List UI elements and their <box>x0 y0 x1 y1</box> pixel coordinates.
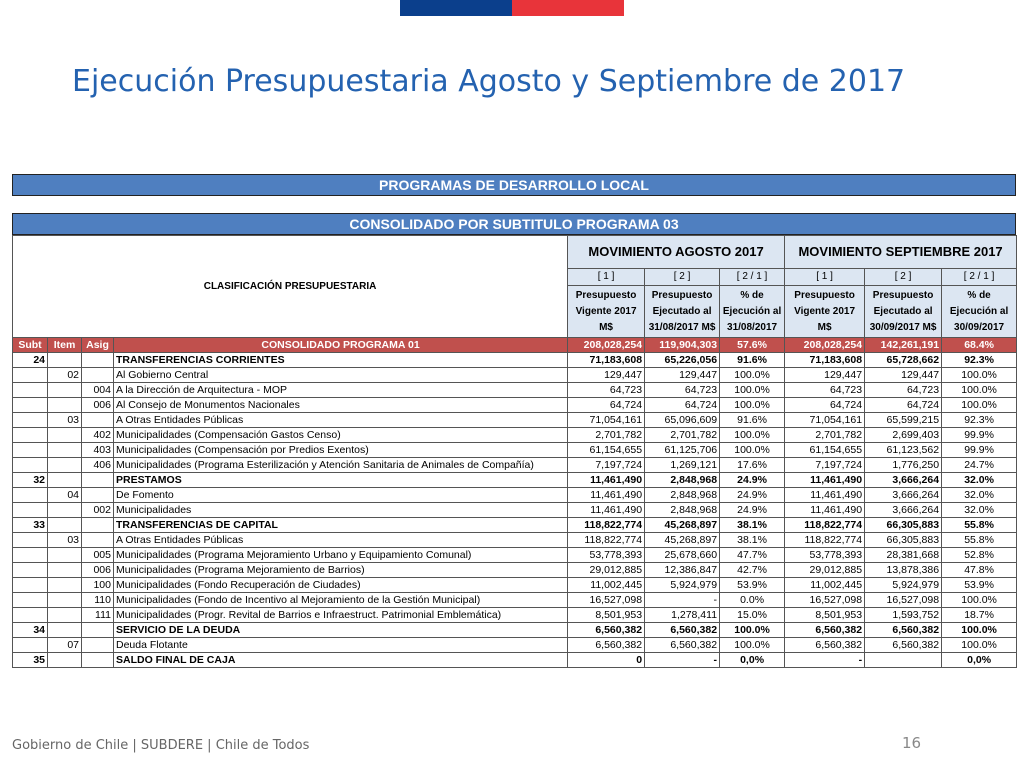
name-cell: Municipalidades (Progr. Revital de Barrios e Infraestruct. Patrimonial Emblemática) <box>114 608 568 623</box>
value-cell: 1,776,250 <box>865 458 942 473</box>
table-row <box>13 593 1017 608</box>
value-cell: 118,822,774 <box>785 533 865 548</box>
value-cell: 6,560,382 <box>568 623 645 638</box>
item-cell <box>48 428 82 443</box>
table-row <box>13 638 1017 653</box>
table-row <box>13 473 1017 488</box>
value-cell: 64,724 <box>568 398 645 413</box>
value-cell: 38.1% <box>720 518 785 533</box>
value-cell: 16,527,098 <box>568 593 645 608</box>
value-cell: 61,154,655 <box>568 443 645 458</box>
item-cell <box>48 353 82 368</box>
asig-cell <box>82 623 114 638</box>
summary-value: 119,904,303 <box>645 338 720 353</box>
summary-value: 57.6% <box>720 338 785 353</box>
slide-title: Ejecución Presupuestaria Agosto y Septiembre de 2017 <box>72 64 906 99</box>
value-cell: 11,461,490 <box>568 488 645 503</box>
flag-stripe-red <box>512 0 624 16</box>
value-cell: 100.0% <box>942 623 1017 638</box>
column-index: [ 2 ] <box>645 269 720 286</box>
value-cell: 100.0% <box>720 398 785 413</box>
value-cell: 0,0% <box>942 653 1017 668</box>
value-cell: 53.9% <box>720 578 785 593</box>
subt-cell <box>13 578 48 593</box>
asig-cell <box>82 413 114 428</box>
value-cell: 64,723 <box>865 383 942 398</box>
name-cell: A la Dirección de Arquitectura - MOP <box>114 383 568 398</box>
name-cell: Municipalidades (Programa Mejoramiento Urbano y Equipamiento Comunal) <box>114 548 568 563</box>
column-header: Presupuesto Vigente 2017 M$ <box>785 286 865 338</box>
value-cell: 47.8% <box>942 563 1017 578</box>
value-cell: 11,461,490 <box>568 503 645 518</box>
summary-value: 142,261,191 <box>865 338 942 353</box>
value-cell: 99.9% <box>942 443 1017 458</box>
value-cell: 53,778,393 <box>785 548 865 563</box>
name-cell: PRESTAMOS <box>114 473 568 488</box>
item-cell: 04 <box>48 488 82 503</box>
value-cell: 100.0% <box>720 638 785 653</box>
value-cell: 2,848,968 <box>645 503 720 518</box>
budget-table <box>12 235 1017 668</box>
subt-cell <box>13 443 48 458</box>
value-cell: 64,723 <box>645 383 720 398</box>
subt-cell: 24 <box>13 353 48 368</box>
value-cell: 53,778,393 <box>568 548 645 563</box>
asig-cell: 006 <box>82 563 114 578</box>
subt-cell <box>13 428 48 443</box>
name-cell: Municipalidades (Compensación Gastos Censo) <box>114 428 568 443</box>
asig-cell: 100 <box>82 578 114 593</box>
value-cell: 32.0% <box>942 488 1017 503</box>
value-cell: 65,096,609 <box>645 413 720 428</box>
item-cell <box>48 623 82 638</box>
value-cell: 5,924,979 <box>645 578 720 593</box>
subt-cell <box>13 458 48 473</box>
value-cell: 38.1% <box>720 533 785 548</box>
value-cell: 6,560,382 <box>645 638 720 653</box>
table-row <box>13 608 1017 623</box>
name-cell: TRANSFERENCIAS CORRIENTES <box>114 353 568 368</box>
value-cell: 71,054,161 <box>568 413 645 428</box>
asig-cell: 006 <box>82 398 114 413</box>
value-cell: 91.6% <box>720 413 785 428</box>
name-cell: TRANSFERENCIAS DE CAPITAL <box>114 518 568 533</box>
value-cell: 6,560,382 <box>785 623 865 638</box>
value-cell: 64,723 <box>785 383 865 398</box>
value-cell: 47.7% <box>720 548 785 563</box>
value-cell: 1,593,752 <box>865 608 942 623</box>
item-cell <box>48 383 82 398</box>
column-header: % de Ejecución al 31/08/2017 <box>720 286 785 338</box>
value-cell: 3,666,264 <box>865 503 942 518</box>
value-cell: 28,381,668 <box>865 548 942 563</box>
subt-cell <box>13 593 48 608</box>
table-row <box>13 383 1017 398</box>
value-cell: 100.0% <box>720 383 785 398</box>
name-cell: Municipalidades (Fondo de Incentivo al Mejoramiento de la Gestión Municipal) <box>114 593 568 608</box>
value-cell: 100.0% <box>942 368 1017 383</box>
subt-cell: 34 <box>13 623 48 638</box>
program-section-bar: PROGRAMAS DE DESARROLLO LOCAL <box>12 174 1016 196</box>
item-cell <box>48 653 82 668</box>
table-row <box>13 533 1017 548</box>
value-cell: 13,878,386 <box>865 563 942 578</box>
value-cell: 6,560,382 <box>568 638 645 653</box>
subt-cell <box>13 533 48 548</box>
asig-cell <box>82 473 114 488</box>
value-cell: 61,154,655 <box>785 443 865 458</box>
value-cell: 1,278,411 <box>645 608 720 623</box>
value-cell: 16,527,098 <box>865 593 942 608</box>
value-cell: 32.0% <box>942 473 1017 488</box>
asig-cell <box>82 638 114 653</box>
column-index: [ 1 ] <box>785 269 865 286</box>
footer-text: Gobierno de Chile | SUBDERE | Chile de Todos <box>12 738 310 753</box>
value-cell: 55.8% <box>942 518 1017 533</box>
summary-value: 208,028,254 <box>568 338 645 353</box>
column-header: Presupuesto Ejecutado al 30/09/2017 M$ <box>865 286 942 338</box>
subt-cell <box>13 503 48 518</box>
value-cell: 2,701,782 <box>645 428 720 443</box>
value-cell: 64,724 <box>645 398 720 413</box>
item-cell: 03 <box>48 533 82 548</box>
table-row <box>13 458 1017 473</box>
item-cell <box>48 563 82 578</box>
value-cell: 3,666,264 <box>865 473 942 488</box>
value-cell: 17.6% <box>720 458 785 473</box>
value-cell: 15.0% <box>720 608 785 623</box>
value-cell: 24.9% <box>720 473 785 488</box>
name-cell: Deuda Flotante <box>114 638 568 653</box>
column-header: Presupuesto Vigente 2017 M$ <box>568 286 645 338</box>
item-cell: 07 <box>48 638 82 653</box>
value-cell: 53.9% <box>942 578 1017 593</box>
column-header: % de Ejecución al 30/09/2017 <box>942 286 1017 338</box>
table-row <box>13 578 1017 593</box>
classification-header: CLASIFICACIÓN PRESUPUESTARIA <box>13 236 568 338</box>
value-cell: 42.7% <box>720 563 785 578</box>
value-cell: 100.0% <box>942 593 1017 608</box>
value-cell: 24.7% <box>942 458 1017 473</box>
asig-cell <box>82 368 114 383</box>
value-cell: 29,012,885 <box>785 563 865 578</box>
value-cell: 129,447 <box>645 368 720 383</box>
asig-cell: 403 <box>82 443 114 458</box>
value-cell: 99.9% <box>942 428 1017 443</box>
asig-cell <box>82 533 114 548</box>
item-cell <box>48 578 82 593</box>
value-cell: 3,666,264 <box>865 488 942 503</box>
table-row <box>13 563 1017 578</box>
value-cell: 6,560,382 <box>865 623 942 638</box>
value-cell: - <box>645 593 720 608</box>
value-cell: 100.0% <box>720 443 785 458</box>
value-cell: 100.0% <box>720 623 785 638</box>
value-cell: 11,002,445 <box>568 578 645 593</box>
table-row <box>13 428 1017 443</box>
value-cell: 100.0% <box>942 638 1017 653</box>
column-index: [ 2 / 1 ] <box>942 269 1017 286</box>
item-cell <box>48 473 82 488</box>
value-cell: 129,447 <box>865 368 942 383</box>
value-cell: 71,054,161 <box>785 413 865 428</box>
value-cell: 24.9% <box>720 488 785 503</box>
value-cell: 7,197,724 <box>785 458 865 473</box>
value-cell: 92.3% <box>942 413 1017 428</box>
subt-cell <box>13 488 48 503</box>
value-cell: 71,183,608 <box>568 353 645 368</box>
value-cell: 11,461,490 <box>785 488 865 503</box>
value-cell: 64,723 <box>568 383 645 398</box>
value-cell: - <box>645 653 720 668</box>
subt-cell <box>13 383 48 398</box>
value-cell: 25,678,660 <box>645 548 720 563</box>
table-row <box>13 353 1017 368</box>
subt-cell <box>13 368 48 383</box>
value-cell: 100.0% <box>720 368 785 383</box>
value-cell: 6,560,382 <box>785 638 865 653</box>
value-cell: 45,268,897 <box>645 518 720 533</box>
value-cell: 64,724 <box>785 398 865 413</box>
subt-header: Subt <box>13 338 48 353</box>
value-cell: 11,461,490 <box>785 473 865 488</box>
table-row <box>13 398 1017 413</box>
table-row <box>13 443 1017 458</box>
summary-value: 68.4% <box>942 338 1017 353</box>
table-row <box>13 488 1017 503</box>
summary-value: 208,028,254 <box>785 338 865 353</box>
subt-cell <box>13 398 48 413</box>
value-cell: 0.0% <box>720 593 785 608</box>
asig-cell: 110 <box>82 593 114 608</box>
name-cell: A Otras Entidades Públicas <box>114 533 568 548</box>
value-cell: 118,822,774 <box>568 533 645 548</box>
asig-header: Asig <box>82 338 114 353</box>
summary-row <box>13 338 1017 353</box>
flag-stripe-blue <box>400 0 512 16</box>
value-cell: 65,728,662 <box>865 353 942 368</box>
asig-cell: 111 <box>82 608 114 623</box>
value-cell: 16,527,098 <box>785 593 865 608</box>
subt-cell <box>13 563 48 578</box>
subt-cell <box>13 413 48 428</box>
name-cell: Al Consejo de Monumentos Nacionales <box>114 398 568 413</box>
column-index: [ 1 ] <box>568 269 645 286</box>
value-cell: - <box>785 653 865 668</box>
item-cell <box>48 548 82 563</box>
value-cell: 11,461,490 <box>785 503 865 518</box>
asig-cell: 402 <box>82 428 114 443</box>
table-row <box>13 368 1017 383</box>
item-cell <box>48 503 82 518</box>
value-cell: 65,599,215 <box>865 413 942 428</box>
name-cell: Municipalidades (Compensación por Predios Exentos) <box>114 443 568 458</box>
value-cell: 1,269,121 <box>645 458 720 473</box>
asig-cell: 004 <box>82 383 114 398</box>
value-cell: 7,197,724 <box>568 458 645 473</box>
value-cell: 66,305,883 <box>865 518 942 533</box>
value-cell: 2,701,782 <box>568 428 645 443</box>
asig-cell <box>82 353 114 368</box>
value-cell: 12,386,847 <box>645 563 720 578</box>
name-cell: A Otras Entidades Públicas <box>114 413 568 428</box>
asig-cell <box>82 488 114 503</box>
item-cell <box>48 518 82 533</box>
value-cell: 100.0% <box>942 383 1017 398</box>
subt-cell <box>13 548 48 563</box>
value-cell: 0,0% <box>720 653 785 668</box>
page-number: 16 <box>902 734 922 752</box>
value-cell: 11,002,445 <box>785 578 865 593</box>
asig-cell <box>82 653 114 668</box>
summary-label: CONSOLIDADO PROGRAMA 01 <box>114 338 568 353</box>
item-cell <box>48 608 82 623</box>
table-row <box>13 653 1017 668</box>
august-movement-header: MOVIMIENTO AGOSTO 2017 <box>568 236 785 269</box>
subt-cell <box>13 638 48 653</box>
name-cell: Municipalidades (Programa Esterilización y Atención Sanitaria de Animales de Compañía) <box>114 458 568 473</box>
value-cell: 118,822,774 <box>568 518 645 533</box>
asig-cell: 002 <box>82 503 114 518</box>
value-cell: 0 <box>568 653 645 668</box>
value-cell: 55.8% <box>942 533 1017 548</box>
value-cell: 100.0% <box>942 398 1017 413</box>
name-cell: Municipalidades <box>114 503 568 518</box>
value-cell: 91.6% <box>720 353 785 368</box>
value-cell: 129,447 <box>568 368 645 383</box>
subt-cell <box>13 608 48 623</box>
column-index: [ 2 / 1 ] <box>720 269 785 286</box>
table-row <box>13 503 1017 518</box>
name-cell: Municipalidades (Fondo Recuperación de Ciudades) <box>114 578 568 593</box>
value-cell: 2,848,968 <box>645 473 720 488</box>
value-cell: 2,848,968 <box>645 488 720 503</box>
value-cell <box>865 653 942 668</box>
value-cell: 8,501,953 <box>568 608 645 623</box>
table-row <box>13 623 1017 638</box>
subt-cell: 35 <box>13 653 48 668</box>
subt-cell: 32 <box>13 473 48 488</box>
name-cell: Municipalidades (Programa Mejoramiento de Barrios) <box>114 563 568 578</box>
value-cell: 29,012,885 <box>568 563 645 578</box>
name-cell: SALDO FINAL DE CAJA <box>114 653 568 668</box>
value-cell: 64,724 <box>865 398 942 413</box>
item-cell <box>48 443 82 458</box>
value-cell: 92.3% <box>942 353 1017 368</box>
asig-cell: 406 <box>82 458 114 473</box>
value-cell: 61,125,706 <box>645 443 720 458</box>
subt-cell: 33 <box>13 518 48 533</box>
value-cell: 5,924,979 <box>865 578 942 593</box>
column-index: [ 2 ] <box>865 269 942 286</box>
item-cell <box>48 458 82 473</box>
item-cell <box>48 593 82 608</box>
value-cell: 65,226,056 <box>645 353 720 368</box>
value-cell: 6,560,382 <box>865 638 942 653</box>
value-cell: 71,183,608 <box>785 353 865 368</box>
value-cell: 118,822,774 <box>785 518 865 533</box>
consolidated-section-bar: CONSOLIDADO POR SUBTITULO PROGRAMA 03 <box>12 213 1016 235</box>
value-cell: 24.9% <box>720 503 785 518</box>
item-header: Item <box>48 338 82 353</box>
asig-cell <box>82 518 114 533</box>
september-movement-header: MOVIMIENTO SEPTIEMBRE 2017 <box>785 236 1017 269</box>
value-cell: 129,447 <box>785 368 865 383</box>
item-cell: 03 <box>48 413 82 428</box>
name-cell: Al Gobierno Central <box>114 368 568 383</box>
value-cell: 66,305,883 <box>865 533 942 548</box>
value-cell: 8,501,953 <box>785 608 865 623</box>
value-cell: 18.7% <box>942 608 1017 623</box>
value-cell: 52.8% <box>942 548 1017 563</box>
column-header: Presupuesto Ejecutado al 31/08/2017 M$ <box>645 286 720 338</box>
value-cell: 45,268,897 <box>645 533 720 548</box>
name-cell: SERVICIO DE LA DEUDA <box>114 623 568 638</box>
name-cell: De Fomento <box>114 488 568 503</box>
value-cell: 6,560,382 <box>645 623 720 638</box>
table-row <box>13 518 1017 533</box>
table-row <box>13 548 1017 563</box>
asig-cell: 005 <box>82 548 114 563</box>
value-cell: 100.0% <box>720 428 785 443</box>
value-cell: 11,461,490 <box>568 473 645 488</box>
value-cell: 32.0% <box>942 503 1017 518</box>
value-cell: 61,123,562 <box>865 443 942 458</box>
value-cell: 2,701,782 <box>785 428 865 443</box>
item-cell <box>48 398 82 413</box>
value-cell: 2,699,403 <box>865 428 942 443</box>
item-cell: 02 <box>48 368 82 383</box>
table-row <box>13 413 1017 428</box>
